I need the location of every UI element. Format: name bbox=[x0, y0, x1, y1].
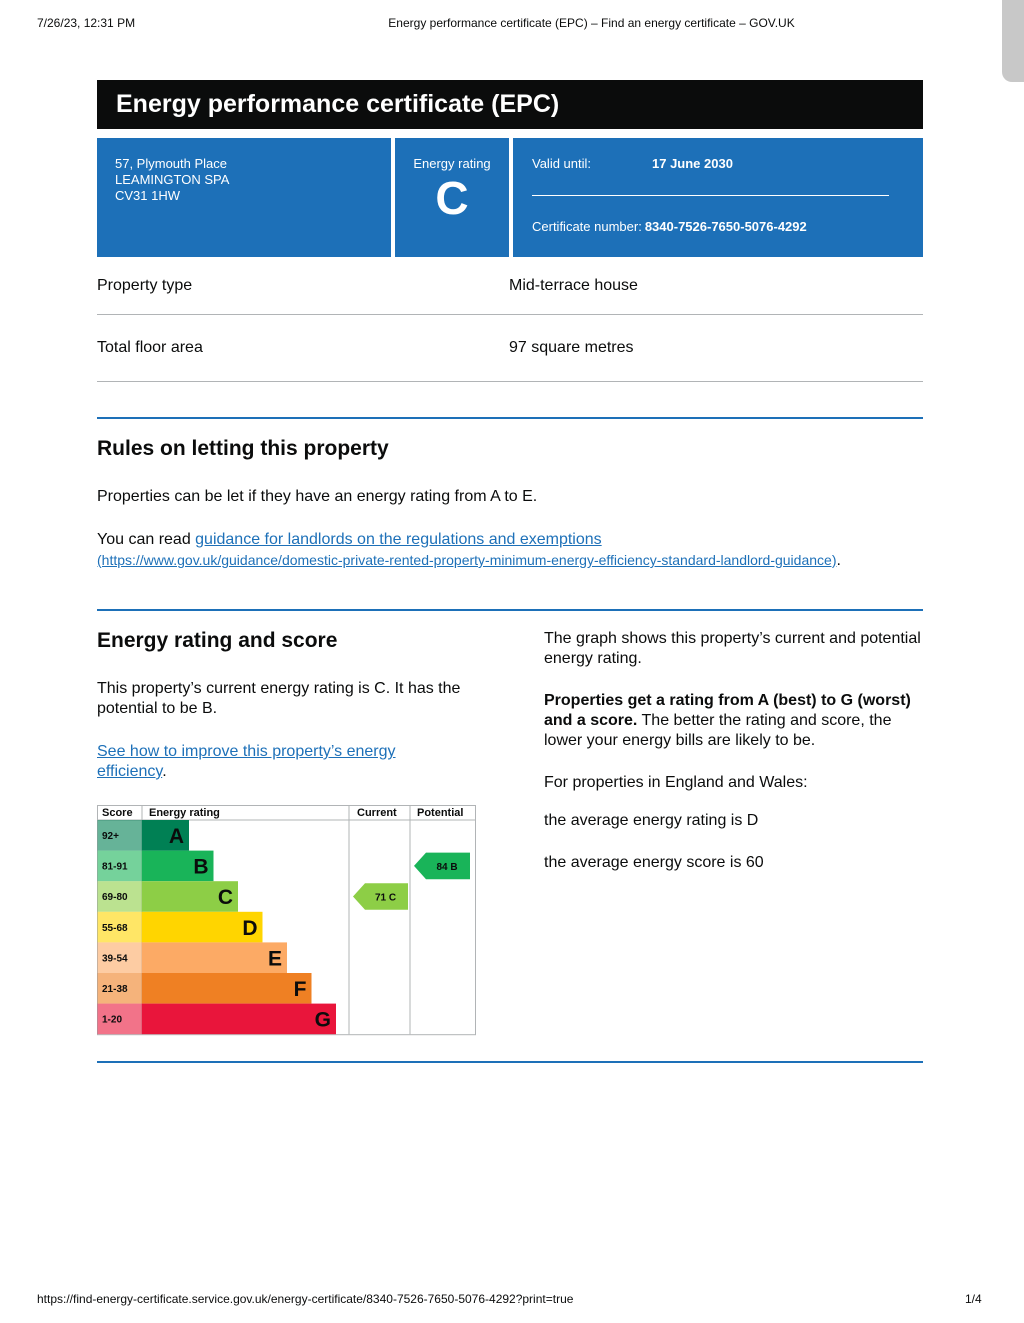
landlord-guidance-link[interactable]: guidance for landlords on the regulations and exemptions bbox=[195, 531, 602, 548]
chart-header-label: Potential bbox=[417, 807, 464, 819]
band-letter: G bbox=[314, 1008, 331, 1032]
chart-header-label: Score bbox=[102, 807, 133, 819]
energy-score-section bbox=[97, 611, 923, 1037]
improve-link-paragraph bbox=[97, 742, 447, 782]
band-letter: D bbox=[242, 916, 258, 940]
band-letter: E bbox=[267, 947, 282, 971]
print-document-title: Energy performance certificate (EPC) – Find an energy certificate – GOV.UK bbox=[388, 16, 795, 30]
band-letter: A bbox=[168, 825, 184, 848]
average-rating-text: the average energy rating is D bbox=[544, 812, 759, 829]
letting-heading: Rules on letting this property bbox=[97, 437, 389, 460]
energy-score-heading: Energy rating and score bbox=[97, 629, 338, 652]
band-score-label: 21-38 bbox=[102, 984, 128, 995]
floor-area-label: Total floor area bbox=[97, 339, 203, 356]
valid-until-label: Valid until: bbox=[532, 156, 592, 171]
guidance-prefix: You can read bbox=[97, 531, 196, 548]
region-note: For properties in England and Wales: bbox=[544, 774, 808, 791]
property-address bbox=[97, 138, 391, 257]
section-divider bbox=[97, 1061, 923, 1063]
band-letter: F bbox=[293, 978, 307, 1001]
average-score-text: the average energy score is 60 bbox=[544, 854, 764, 871]
energy-rating-label: Energy rating bbox=[413, 156, 491, 171]
energy-rating-letter: C bbox=[435, 172, 469, 224]
band-score-label: 39-54 bbox=[102, 953, 128, 965]
address-line: LEAMINGTON SPA bbox=[115, 172, 230, 187]
energy-rating-chart bbox=[97, 805, 477, 1037]
certificate-page bbox=[97, 80, 923, 1063]
certificate-summary bbox=[97, 138, 923, 257]
rating-scale-rest: The better the rating and score, the lower your energy bills are likely to be. bbox=[544, 712, 892, 749]
rating-explanation bbox=[544, 629, 923, 1037]
letting-guidance-paragraph bbox=[97, 530, 923, 571]
address-line: CV31 1HW bbox=[115, 188, 181, 203]
potential-rating-label: 84 B bbox=[436, 861, 458, 873]
property-type-row bbox=[97, 257, 923, 315]
rating-scale-description bbox=[544, 691, 923, 751]
scrollbar-tab[interactable] bbox=[1002, 0, 1024, 82]
band-score-label: 81-91 bbox=[102, 861, 128, 873]
band-score-label: 69-80 bbox=[102, 892, 128, 904]
landlord-guidance-url[interactable]: (https://www.gov.uk/guidance/domestic-private-rented-property-minimum-energy-efficiency-standard-landlord-guidance) bbox=[97, 552, 837, 568]
letting-rules-section bbox=[97, 419, 923, 609]
validity-box bbox=[513, 138, 923, 257]
band-score-label: 55-68 bbox=[102, 922, 128, 934]
property-type-value: Mid-terrace house bbox=[509, 276, 638, 294]
print-url: https://find-energy-certificate.service.gov.uk/energy-certificate/8340-7526-7650-5076-4292?print=true bbox=[37, 1292, 574, 1306]
improve-efficiency-link[interactable]: See how to improve this property’s energy efficiency bbox=[97, 743, 396, 780]
band-bar bbox=[142, 942, 287, 973]
band-letter: C bbox=[217, 886, 233, 910]
property-type-label: Property type bbox=[97, 276, 193, 294]
validity-divider bbox=[532, 195, 889, 196]
print-header bbox=[0, 16, 1024, 32]
certificate-number-label: Certificate number: bbox=[532, 219, 642, 234]
current-rating-label: 71 C bbox=[374, 892, 397, 904]
band-letter: B bbox=[193, 855, 209, 879]
valid-until-date: 17 June 2030 bbox=[652, 156, 733, 171]
improve-link-suffix: . bbox=[162, 763, 167, 780]
guidance-suffix: . bbox=[836, 552, 841, 569]
band-score-label: 92+ bbox=[102, 831, 119, 842]
energy-rating-box bbox=[395, 138, 509, 257]
chart-header-label: Energy rating bbox=[149, 807, 220, 819]
graph-description: The graph shows this property’s current and potential energy rating. bbox=[544, 630, 921, 667]
certificate-number: 8340-7526-7650-5076-4292 bbox=[644, 219, 807, 234]
page-number: 1/4 bbox=[965, 1292, 982, 1306]
chart-header-label: Current bbox=[357, 807, 397, 819]
rating-scale-bold: Properties get a rating from A (best) to G (worst) and a score. bbox=[544, 692, 911, 729]
floor-area-value: 97 square metres bbox=[509, 339, 634, 356]
band-bar bbox=[142, 1004, 336, 1035]
band-bar bbox=[142, 973, 312, 1004]
page-title: Energy performance certificate (EPC) bbox=[97, 80, 923, 129]
letting-paragraph: Properties can be let if they have an energy rating from A to E. bbox=[97, 488, 538, 505]
print-date: 7/26/23, 12:31 PM bbox=[37, 16, 136, 30]
band-score-label: 1-20 bbox=[102, 1014, 123, 1026]
address-line: 57, Plymouth Place bbox=[115, 156, 228, 171]
floor-area-row bbox=[97, 315, 923, 382]
current-rating-paragraph: This property’s current energy rating is C. It has the potential to be B. bbox=[97, 680, 461, 717]
